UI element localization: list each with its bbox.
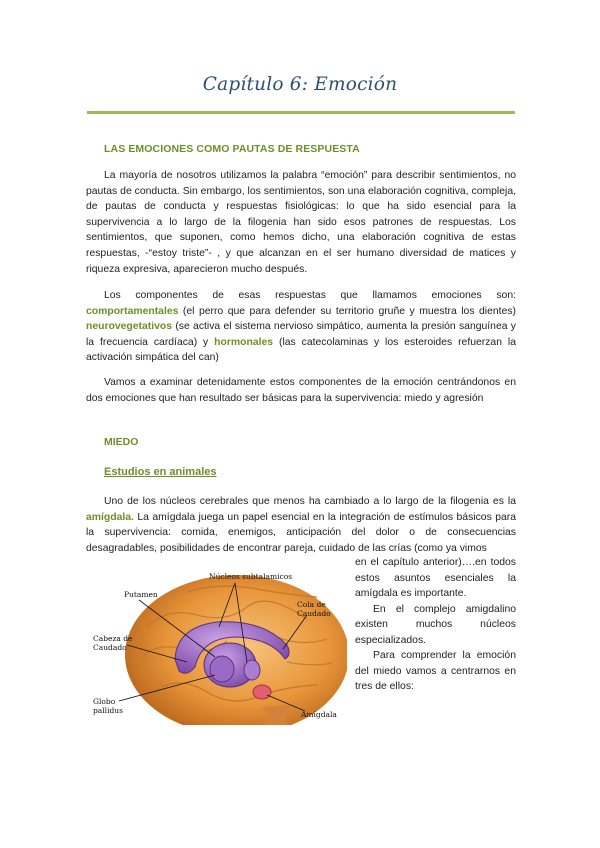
label-globo: Globo xyxy=(93,697,116,706)
globus-pallidus xyxy=(210,656,234,682)
paragraph-amygdala-continued: en el capítulo anterior)….en todos estos asuntos esenciales la amígdala es importante. En el complejo amigdalino existen muchos núcleos especializados. Para comprender la emoción del miedo vamos a centrarnos en tres de ellos: xyxy=(355,557,516,692)
heading-estudios-animales: Estudios en animales xyxy=(104,466,217,478)
paragraph-fear-aggression: Vamos a examinar detenidamente estos componentes de la emoción centrándonos en dos emociones que han resultado ser básicas para la supervivencia: miedo y agresión xyxy=(86,377,516,404)
label-cola-caudado: Caudado xyxy=(297,609,331,618)
label-nucleos-subtalamicos: Núcleos subtalamicos xyxy=(209,572,293,581)
paragraph-amygdala: Uno de los núcleos cerebrales que menos ha cambiado a lo largo de la filogenia es la amígdala. La amígdala juega un papel esencial en la integración de estímulos básicos para la supervivencia: comida, enemigos, anticipación del dolor o de consecuencias desagradables, posibilidades de encontrar pareja, cuidado de las crías (como ya vimos xyxy=(86,496,516,554)
keyword-amigdala: amígdala. xyxy=(86,511,134,523)
title-divider xyxy=(87,111,515,114)
label-cabeza-de: Cabeza de xyxy=(93,634,133,643)
heading-miedo: MIEDO xyxy=(104,436,139,448)
label-pallidus: pallidus xyxy=(93,706,123,715)
paragraph-emotions-definition: La mayoría de nosotros utilizamos la palabra “emoción” para describir sentimientos, no pautas de conducta. Sin embargo, los sentimientos, son una elaboración cognitiva, compleja, de pautas de conducta y respuestas fisiológicas: lo que ha sido esencial para la supervivencia a lo largo de la filogenia han sido esos patrones de respuestas. Los sentimientos, que suponen, como hemos dicho, una elaboración cognitiva de estas respuestas, -“estoy triste”- , y que alcanzan en el ser humano diversidad de matices y riqueza expresiva, aparecieron mucho después. xyxy=(86,170,516,275)
label-putamen: Putamen xyxy=(124,590,158,599)
label-amigdala: Amígdala xyxy=(301,710,337,719)
chapter-title: Capítulo 6: Emoción xyxy=(202,74,398,95)
brain-anatomy-figure xyxy=(87,567,347,725)
paragraph-emotion-components: Los componentes de esas respuestas que llamamos emociones son: comportamentales (el perro que para defender su territorio gruñe y muestra los dientes) neurovegetativos (se activa el sistema nervioso simpático, aumenta la presión sanguínea y la frecuencia cardíaca) y hormonales (las catecolaminas y los esteroides refuerzan la activación simpática del can) xyxy=(86,290,516,364)
keyword-hormonales: hormonales xyxy=(214,336,274,348)
label-cabeza-caudado: Caudado xyxy=(93,643,127,652)
label-cola-de: Cola de xyxy=(297,600,326,609)
subthalamic-nuclei xyxy=(244,660,260,680)
keyword-comportamentales: comportamentales xyxy=(86,305,179,317)
amygdala-structure xyxy=(253,685,271,699)
brain-illustration xyxy=(87,567,347,725)
section-heading: LAS EMOCIONES COMO PAUTAS DE RESPUESTA xyxy=(104,143,360,155)
keyword-neurovegetativos: neurovegetativos xyxy=(86,321,173,333)
